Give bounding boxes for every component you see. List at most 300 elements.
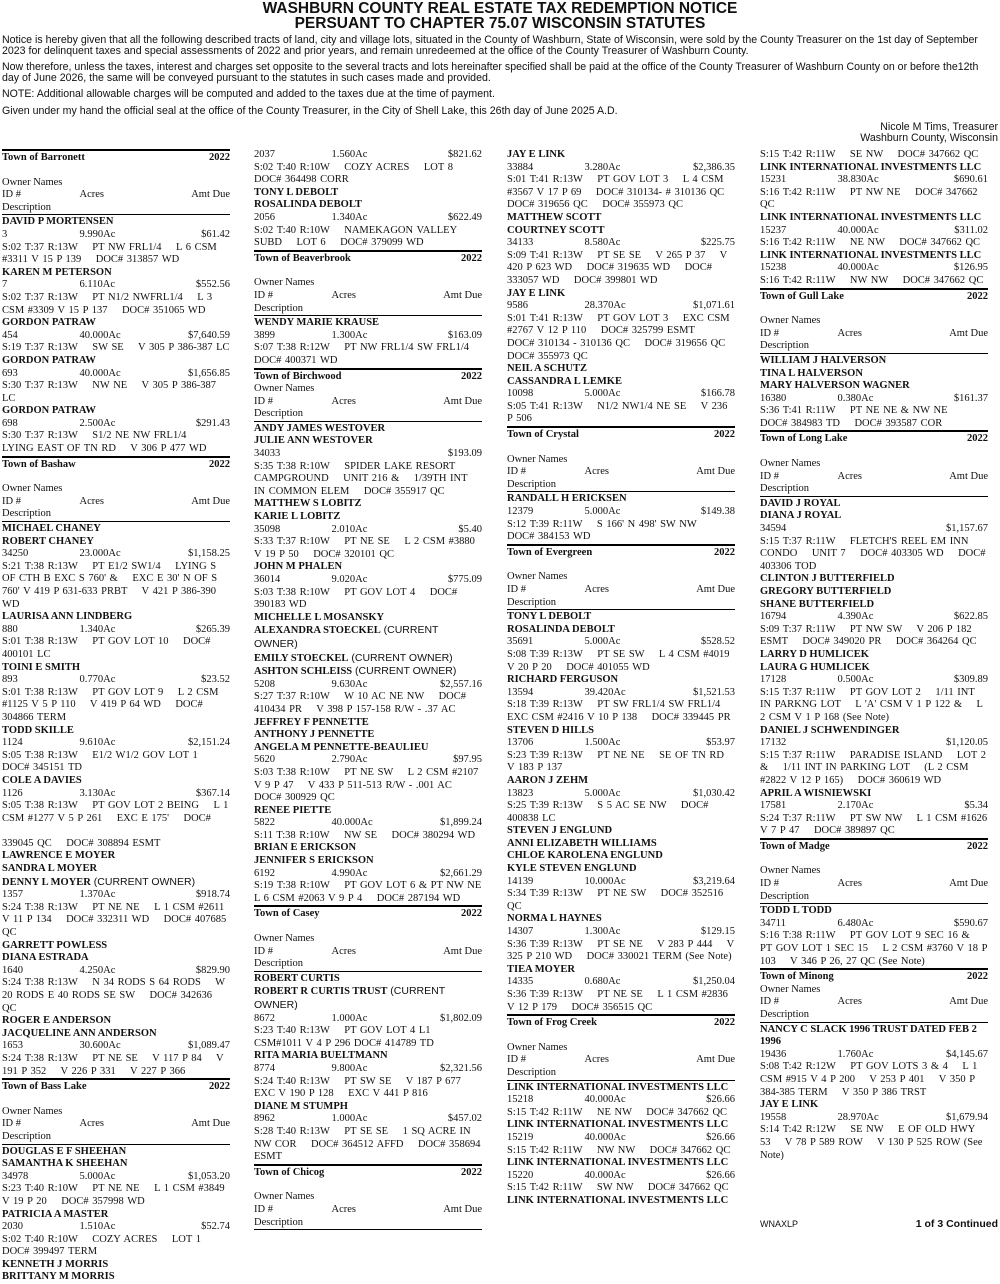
legal-description: S:23 T:40 R:10W PT NE NE L 1 CSM #3849 V 19 P 20 DOC# 357998 WD <box>2 1183 229 1207</box>
legal-description: S:16 T:42 R:11W PT NW NE DOC# 347662 QC <box>760 186 982 211</box>
acres-label: Acres <box>837 878 863 890</box>
parcel-id: 35098 <box>254 523 281 535</box>
owner-name: RICHARD FERGUSON <box>507 674 619 686</box>
acres: 5.000Ac <box>584 506 621 518</box>
amount-due: $4,145.67 <box>945 1048 988 1060</box>
parcel-id: 12379 <box>507 506 534 518</box>
owner-names-label: Owner Names <box>254 277 315 289</box>
parcel-id: 880 <box>2 623 18 635</box>
owner-name: DENNY L MOYER (CURRENT OWNER) <box>2 875 196 888</box>
owner-name: EMILY STOECKEL (CURRENT OWNER) <box>254 651 453 664</box>
legal-description: S:05 T:38 R:13W PT GOV LOT 2 BEING L 1 CSM #1277 V 5 P 261 EXC E 175' DOC# <box>2 800 232 824</box>
record-values <box>2 889 230 902</box>
acres: 39.420Ac <box>584 686 626 698</box>
record-values <box>254 679 482 692</box>
property-record <box>2 611 230 661</box>
header-row <box>2 496 230 509</box>
property-record <box>254 317 482 367</box>
header-row <box>2 189 230 202</box>
header-row <box>760 996 988 1009</box>
description-label: Description <box>760 1009 809 1020</box>
legal-description: S:07 T:38 R:12W PT NW FRL1/4 SW FRL1/4 DOC# 400371 WD <box>254 342 484 366</box>
owner-name: SAMANTHA K SHEEHAN <box>2 1158 128 1170</box>
section-title <box>760 968 988 984</box>
legal-description: S:02 T:37 R:13W PT NW FRL1/4 L 6 CSM #3311 V 15 P 139 DOC# 313857 WD <box>2 241 221 266</box>
amount-due: $367.14 <box>195 787 230 799</box>
parcel-id: 9586 <box>507 300 528 312</box>
amount-due: $166.78 <box>700 388 735 400</box>
section-title <box>760 430 988 446</box>
record-values <box>254 754 482 767</box>
owner-name: KYLE STEVEN ENGLUND <box>507 863 637 875</box>
parcel-id: 693 <box>2 367 18 379</box>
amount-due: $775.09 <box>447 574 482 585</box>
header-row <box>254 946 482 959</box>
record-values <box>2 548 230 561</box>
owner-name: LAURISA ANN LINDBERG <box>2 611 133 623</box>
column-4 <box>760 149 991 1231</box>
owner-name: WENDY MARIE KRAUSE <box>254 317 380 329</box>
parcel-id: 14139 <box>507 875 534 887</box>
section-header <box>760 315 988 354</box>
owner-name: TONY L DEBOLT <box>254 186 339 198</box>
owner-name: TODD SKILLE <box>2 724 74 736</box>
legal-description: S:15 T:37 R:11W PT GOV LOT 2 1/11 INT IN PARKNG LOT L 'A' CSM V 1 P 122 & L 2 CSM V 1 P 168 (See Note) <box>760 686 987 723</box>
acres: 4.990Ac <box>331 867 368 879</box>
record-values <box>2 624 230 637</box>
amount-due: $309.89 <box>953 674 988 686</box>
owner-name: LAURA G HUMLICEK <box>760 661 870 673</box>
record-values <box>507 876 735 889</box>
section-town: Town of Barronett <box>2 152 85 163</box>
description-label: Description <box>254 408 303 420</box>
acres: 3.130Ac <box>79 787 116 799</box>
intro-paragraph: Now therefore, unless the taxes, interest and charges set opposite to the several tracts and lots hereinafter specified shall be paid at the office of the County Treasurer of Washburn County on or before the12th day of June 2026, the same will be conveyed pursuant to the statutes in such cases made and provided. <box>2 61 979 84</box>
owner-name: NORMA L HAYNES <box>507 913 602 925</box>
owner-name: LAWRENCE E MOYER <box>2 850 116 862</box>
record-values <box>760 1112 988 1125</box>
record-values <box>507 687 735 700</box>
property-record <box>507 775 735 825</box>
amount-due: $149.38 <box>700 506 735 518</box>
property-record <box>254 973 482 1051</box>
owner-name: LINK INTERNATIONAL INVESTMENTS LLC <box>507 1194 729 1206</box>
parcel-id: 15238 <box>760 262 787 274</box>
record-values <box>507 300 735 313</box>
owner-name: LINK INTERNATIONAL INVESTMENTS LLC <box>507 1081 729 1093</box>
acres-label: Acres <box>79 1118 105 1130</box>
property-record <box>507 724 739 775</box>
record-values <box>2 737 230 750</box>
amount-due: $97.95 <box>453 754 482 766</box>
amount-due: $225.75 <box>700 237 735 249</box>
amount-due: $1,157.67 <box>945 523 988 535</box>
owner-name: DAVID P MORTENSEN <box>2 216 114 228</box>
owner-name: COURTNEY SCOTT <box>507 224 605 236</box>
id-label: ID # <box>760 327 779 339</box>
section-header <box>254 277 482 316</box>
legal-description: S:16 T:38 R:11W PT GOV LOT 9 SEC 16 & PT GOV LOT 1 SEC 15 L 2 CSM #3760 V 18 P 103 V 346 P 26, 27 QC (See Note) <box>760 930 991 967</box>
id-label: ID # <box>2 189 21 201</box>
owner-name: JEFFREY F PENNETTE <box>254 716 369 728</box>
acres: 6.480Ac <box>837 917 874 929</box>
section-year: 2022 <box>967 971 988 983</box>
column-2 <box>254 149 496 1231</box>
property-record <box>760 162 988 212</box>
record-values <box>760 393 988 406</box>
legal-description: S:16 T:42 R:11W NE NW DOC# 347662 QC <box>760 237 981 249</box>
amount-due: $2,661.29 <box>439 867 482 879</box>
acres: 1.510Ac <box>79 1221 116 1233</box>
owner-name: LINK INTERNATIONAL INVESTMENTS LLC <box>760 249 982 261</box>
owner-name: RITA MARIA BUELTMANN <box>254 1050 388 1062</box>
owner-names-label: Owner Names <box>254 383 315 395</box>
section-title <box>254 368 482 384</box>
parcel-id: 19436 <box>760 1048 787 1060</box>
amt-label: Amt Due <box>696 466 735 478</box>
property-record <box>507 212 735 288</box>
property-record <box>254 805 482 843</box>
amount-due: $5.34 <box>964 800 988 812</box>
owner-name: LINK INTERNATIONAL INVESTMENTS LLC <box>507 1119 729 1131</box>
parcel-id: 17128 <box>760 674 787 686</box>
property-record <box>507 1119 735 1157</box>
owner-name: DIANA ESTRADA <box>2 952 89 964</box>
owner-name: SANDRA L MOYER <box>2 863 98 875</box>
amount-due: $61.42 <box>201 228 230 240</box>
section-town: Town of Minong <box>760 971 834 983</box>
owner-names-label: Owner Names <box>760 865 821 877</box>
id-label: ID # <box>254 289 273 301</box>
property-record <box>2 1015 230 1078</box>
acres: 38.830Ac <box>837 174 879 186</box>
amt-label: Amt Due <box>191 1118 230 1130</box>
record-values <box>2 674 230 687</box>
amount-due: $690.61 <box>953 174 988 186</box>
amount-due: $1,679.94 <box>945 1111 988 1123</box>
property-record <box>507 149 735 212</box>
acres: 8.580Ac <box>584 237 621 249</box>
section-year: 2022 <box>967 840 988 852</box>
section-header <box>760 984 988 1023</box>
property-record <box>254 423 482 499</box>
description-label: Description <box>254 958 303 970</box>
section-title <box>507 544 735 560</box>
owner-names-label: Owner Names <box>760 458 821 470</box>
amount-due: $2,151.24 <box>187 737 230 749</box>
record-values <box>2 1171 230 1184</box>
acres <box>838 737 913 750</box>
record-values <box>760 918 988 931</box>
legal-description: S:27 T:37 R:10W W 10 AC NE NW DOC# 410434 PR V 398 P 157-158 R/W - .37 AC <box>254 691 470 715</box>
amount-due: $2,557.16 <box>439 678 482 690</box>
parcel-id: 17132 <box>760 737 787 749</box>
section-town: Town of Long Lake <box>760 433 848 445</box>
parcel-id: 5822 <box>254 817 275 829</box>
amount-due: $161.37 <box>953 392 988 404</box>
owner-name: NANCY C SLACK 1996 TRUST DATED FEB 2 1996 <box>760 1023 977 1048</box>
parcel-id: 1357 <box>2 889 23 901</box>
property-record <box>760 355 988 431</box>
property-record <box>760 149 988 162</box>
acres: 9.610Ac <box>79 737 116 749</box>
owner-names-label: Owner Names <box>760 983 821 995</box>
property-record <box>2 725 230 775</box>
acres: 1.300Ac <box>331 329 368 341</box>
legal-description: S:33 T:37 R:10W PT NE SE L 2 CSM #3880 V 19 P 50 DOC# 320101 QC <box>254 536 479 560</box>
property-record <box>254 612 482 717</box>
owner-name: GORDON PATRAW <box>2 354 96 366</box>
id-label: ID # <box>507 1054 526 1066</box>
acres-label: Acres <box>79 495 105 507</box>
legal-description: S:02 T:37 R:13W PT N1/2 NWFRL1/4 L 3 CSM #3309 V 15 P 137 DOC# 351065 WD <box>2 291 216 316</box>
owner-name: ANDY JAMES WESTOVER <box>254 422 386 434</box>
section-header <box>760 458 988 497</box>
legal-description: S:15 T:42 R:11W SW NW DOC# 347662 QC <box>507 1182 729 1194</box>
legal-description: S:36 T:39 R:13W PT SE NE V 283 P 444 V 325 P 210 WD DOC# 330021 TERM (See Note) <box>507 938 738 963</box>
id-label: ID # <box>760 878 779 890</box>
listing-columns <box>0 149 1000 1283</box>
acres: 40.000Ac <box>79 367 121 379</box>
legal-description: S:15 T:42 R:11W NE NW DOC# 347662 QC <box>507 1106 728 1118</box>
legal-description: S:28 T:40 R:13W PT SE SE 1 SQ ACRE IN NW COR DOC# 364512 AFFD DOC# 358694 ESMT <box>254 1125 485 1163</box>
amount-due: $457.02 <box>447 1113 482 1125</box>
legal-description: S:30 T:37 R:13W S1/2 NE NW FRL1/4 LYING EAST OF TN RD V 306 P 477 WD <box>2 430 207 455</box>
section-year: 2022 <box>714 546 735 558</box>
owner-name: KENNETH J MORRIS <box>2 1258 109 1270</box>
acres-label: Acres <box>837 470 863 482</box>
id-label: ID # <box>2 1118 21 1130</box>
parcel-id: 34711 <box>760 917 786 929</box>
section-year: 2022 <box>967 290 988 302</box>
parcel-id: 33884 <box>507 161 534 173</box>
record-values <box>507 636 735 649</box>
owner-name: ROBERT R CURTIS TRUST (CURRENT OWNER) <box>254 985 445 1011</box>
legal-description: S:14 T:42 R:12W SE NW E OF OLD HWY 53 V 78 P 589 ROW V 130 P 525 ROW (See Note) <box>760 1124 987 1161</box>
acres-label: Acres <box>331 1203 357 1215</box>
owner-name: KAREN M PETERSON <box>2 266 112 278</box>
legal-description: S:01 T:41 R:13W PT GOV LOT 3 EXC CSM #2767 V 12 P 110 DOC# 325799 ESMT DOC# 310134 - 310136 QC DOC# 319656 QC DOC# 355973 QC <box>507 312 740 362</box>
acres: 23.000Ac <box>79 548 121 560</box>
amount-due: $1,053.20 <box>187 1170 230 1182</box>
property-record <box>760 649 988 725</box>
owner-name: ANTHONY J PENNETTE <box>254 729 375 741</box>
owner-name: JAY E LINK <box>760 1099 819 1111</box>
section-year: 2022 <box>209 1081 230 1093</box>
description-label: Description <box>2 1130 51 1142</box>
acres: 28.370Ac <box>584 300 626 312</box>
record-values <box>2 788 230 801</box>
legal-description: S:19 T:37 R:13W SW SE V 305 P 386-387 LC <box>2 342 230 354</box>
owner-name: ROSALINDA DEBOLT <box>254 199 362 211</box>
parcel-id: 893 <box>2 674 18 686</box>
property-record <box>760 905 991 968</box>
owner-name: GREGORY BUTTERFIELD <box>760 586 892 597</box>
acres-label: Acres <box>837 996 863 1008</box>
section-town: Town of Bashaw <box>2 458 76 470</box>
description-label: Description <box>254 302 303 314</box>
record-values <box>2 418 230 431</box>
acres: 5.000Ac <box>584 787 621 799</box>
acres: 5.000Ac <box>79 1170 116 1182</box>
record-values <box>507 976 735 989</box>
property-record <box>507 363 735 426</box>
amt-label: Amt Due <box>696 584 735 595</box>
acres: 10.000Ac <box>584 875 626 887</box>
header-row <box>254 396 482 409</box>
property-record <box>507 493 735 543</box>
description-label: Description <box>760 340 809 352</box>
owner-names-label: Owner Names <box>2 1105 63 1117</box>
header-row <box>760 328 988 341</box>
property-record <box>507 287 740 364</box>
parcel-id: 15218 <box>507 1094 534 1106</box>
owner-name: WILLIAM J HALVERSON <box>760 354 887 366</box>
owner-note: (CURRENT OWNER) <box>348 651 453 664</box>
owner-name: MATTHEW S LOBITZ <box>254 498 362 510</box>
record-values <box>507 506 735 519</box>
record-values <box>760 225 988 238</box>
parcel-id: 3 <box>2 228 8 240</box>
section-year: 2022 <box>714 1017 735 1029</box>
property-record <box>2 267 230 317</box>
acres <box>332 448 407 461</box>
owner-note: (CURRENT OWNER) <box>352 665 457 678</box>
owner-names-label: Owner Names <box>2 483 63 495</box>
property-record <box>2 1209 230 1259</box>
parcel-id: 7 <box>2 279 8 291</box>
acres: 9.020Ac <box>331 574 368 585</box>
owner-name: GARRETT POWLESS <box>2 939 108 951</box>
legal-description: S:01 T:41 R:13W PT GOV LOT 3 L 4 CSM #3567 V 17 P 69 DOC# 310134- # 310136 QC DOC# 319656 QC DOC# 355973 QC <box>507 174 728 211</box>
property-record <box>760 787 991 838</box>
description-label: Description <box>507 478 556 490</box>
owner-name: MATTHEW SCOTT <box>507 211 602 223</box>
owner-name: LARRY D HUMLICEK <box>760 648 869 660</box>
blank-line <box>2 825 230 838</box>
property-record <box>254 187 482 250</box>
legal-description: S:02 T:40 R:10W NAMEKAGON VALLEY SUBD LOT 6 DOC# 379099 WD <box>254 224 461 249</box>
legal-description: S:15 T:42 R:11W NW NW DOC# 347662 QC <box>507 1144 731 1156</box>
legal-description: S:02 T:40 R:10W COZY ACRES LOT 1 DOC# 399497 TERM <box>2 1233 216 1258</box>
owner-name: CHLOE KAROLENA ENGLUND <box>507 850 663 862</box>
property-record <box>2 1146 230 1209</box>
acres <box>838 523 913 536</box>
record-values <box>254 330 482 343</box>
record-values <box>254 817 482 830</box>
header-row <box>254 290 482 303</box>
legal-description: S:01 T:38 R:13W PT GOV LOT 9 L 2 CSM #1125 V 5 P 110 V 419 P 64 WD DOC# 304866 TERM <box>2 686 223 723</box>
property-record <box>2 405 230 455</box>
property-record <box>760 498 988 574</box>
property-record <box>254 842 496 905</box>
property-record <box>2 1259 230 1284</box>
amount-due: $265.39 <box>195 623 230 635</box>
section-town: Town of Casey <box>254 908 320 920</box>
owner-name: STEVEN J ENGLUND <box>507 825 613 837</box>
parcel-id: 34033 <box>254 448 281 460</box>
record-values <box>760 800 988 813</box>
acres: 40.000Ac <box>331 817 373 829</box>
acres-label: Acres <box>584 466 610 478</box>
amt-label: Amt Due <box>443 945 482 957</box>
acres: 0.500Ac <box>837 674 874 686</box>
record-values <box>507 237 735 250</box>
owner-names-label: Owner Names <box>760 315 821 327</box>
owner-name: DANIEL J SCHWENDINGER <box>760 724 900 736</box>
amount-due: $1,250.04 <box>692 976 735 988</box>
amount-due: $1,120.05 <box>945 737 988 749</box>
notice-title <box>0 1 1000 31</box>
section-header <box>2 483 230 522</box>
property-record <box>507 825 735 913</box>
amount-due: $590.67 <box>953 917 988 929</box>
legal-description: S:16 T:42 R:11W NW NW DOC# 347662 QC <box>760 274 984 286</box>
owner-name: BRIAN E ERICKSON <box>254 842 357 854</box>
parcel-id: 8962 <box>254 1113 275 1125</box>
amount-due: $126.95 <box>953 262 988 274</box>
amt-label: Amt Due <box>191 189 230 201</box>
section-title <box>254 250 482 266</box>
record-values <box>2 1221 230 1234</box>
section-year: 2022 <box>461 1166 482 1178</box>
owner-name: TINA L HALVERSON <box>760 367 863 379</box>
legal-description: S:05 T:41 R:13W N1/2 NW1/4 NE SE V 236 P 506 <box>507 400 732 425</box>
acres: 6.110Ac <box>79 279 115 291</box>
owner-name: COLE A DAVIES <box>2 774 82 786</box>
amount-due: $53.97 <box>706 737 735 749</box>
amount-due: $26.66 <box>706 1131 735 1143</box>
acres: 0.770Ac <box>79 674 116 686</box>
parcel-id: 15231 <box>760 174 787 186</box>
parcel-id: 16380 <box>760 392 787 404</box>
acres: 1.370Ac <box>79 889 116 901</box>
legal-description: S:25 T:39 R:13W S 5 AC SE NW DOC# 400838 LC <box>507 800 712 824</box>
header-row <box>2 1118 230 1131</box>
property-record <box>254 1100 485 1164</box>
amount-due: $918.74 <box>195 889 230 901</box>
parcel-id: 34594 <box>760 523 787 535</box>
owner-name: NEIL A SCHUTZ <box>507 363 587 375</box>
property-record <box>254 717 482 805</box>
id-label: ID # <box>254 1203 273 1215</box>
property-record <box>254 498 482 561</box>
owner-name: ASHTON SCHLEISS (CURRENT OWNER) <box>254 665 457 678</box>
owner-name: GORDON PATRAW <box>2 405 96 417</box>
amount-due: $1,802.09 <box>439 1012 482 1024</box>
section-town: Town of Chicog <box>254 1166 325 1178</box>
amount-due: $1,071.61 <box>692 300 735 312</box>
amt-label: Amt Due <box>949 996 988 1008</box>
acres: 4.390Ac <box>837 611 874 623</box>
property-record <box>507 674 735 724</box>
description-label: Description <box>2 201 51 213</box>
property-record <box>2 662 230 725</box>
owner-name: PATRICIA A MASTER <box>2 1208 109 1220</box>
acres: 40.000Ac <box>79 329 121 341</box>
record-values <box>507 1094 735 1107</box>
property-record <box>760 212 988 250</box>
legal-description: S:34 T:39 R:13W PT NE SW DOC# 352516 QC <box>507 888 727 912</box>
legal-description: S:24 T:37 R:11W PT SW NW L 1 CSM #1626 V 7 P 47 DOC# 389897 QC <box>760 812 991 837</box>
section-year: 2022 <box>714 429 735 441</box>
legal-description-cont: 339045 QC DOC# 308894 ESMT <box>2 837 161 849</box>
record-values <box>507 162 735 175</box>
legal-description: S:36 T:41 R:11W PT NE NE & NW NE DOC# 384983 TD DOC# 393587 COR <box>760 405 963 429</box>
section-year: 2022 <box>461 252 482 264</box>
acres-label: Acres <box>584 1054 610 1066</box>
id-label: ID # <box>760 996 779 1008</box>
